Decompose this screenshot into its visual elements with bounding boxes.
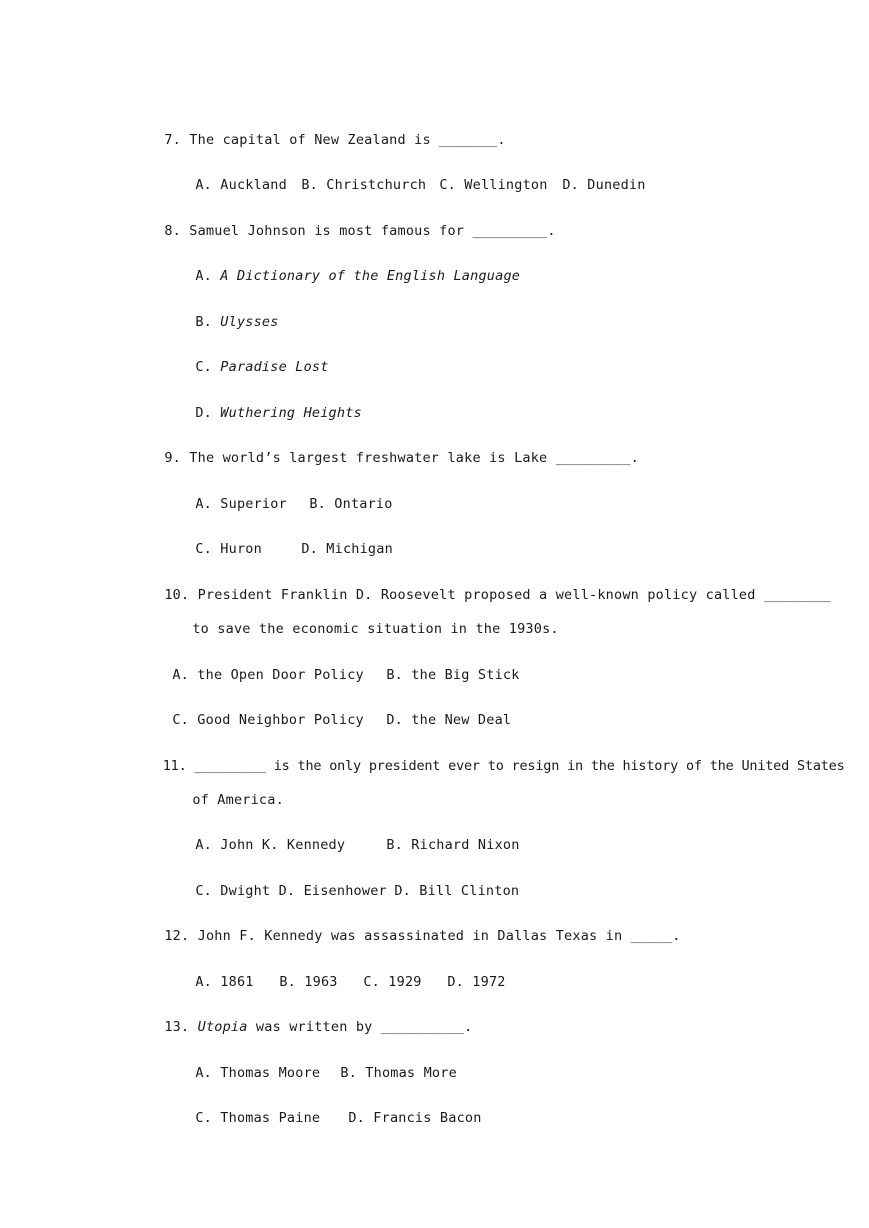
- option-a-label: A.: [172, 667, 189, 683]
- option-d-label: D.: [301, 541, 318, 557]
- book-title: Utopia: [197, 1019, 248, 1035]
- option-b-label: B.: [340, 1065, 357, 1081]
- question-number: 12.: [164, 928, 190, 944]
- option-c-label: C.: [195, 883, 212, 899]
- option-c-text: Good Neighbor Policy: [197, 712, 364, 728]
- option-c-text: 1929: [388, 974, 422, 990]
- option-c-label: C.: [439, 177, 456, 193]
- option-d-label: D.: [348, 1110, 365, 1126]
- option-a-text: A Dictionary of the English Language: [220, 268, 521, 284]
- question-13-option-d: [315, 1091, 482, 1145]
- question-number: 7.: [164, 132, 181, 148]
- option-b-label: B.: [279, 974, 296, 990]
- option-a-text: the Open Door Policy: [197, 667, 364, 683]
- question-number: 8.: [164, 223, 181, 239]
- option-a-label: A.: [195, 1065, 212, 1081]
- option-c-text: Thomas Paine: [220, 1110, 321, 1126]
- option-b-text: Ontario: [334, 496, 393, 512]
- question-text-continued: to save the economic situation in the 1930s.: [192, 621, 559, 637]
- question-number: 11.: [162, 758, 187, 774]
- answer-blank: _________: [194, 758, 266, 774]
- option-d-text: Francis Bacon: [373, 1110, 482, 1126]
- option-b-label: B.: [309, 496, 326, 512]
- option-a-text: Thomas Moore: [220, 1065, 321, 1081]
- option-d-label: D.: [195, 405, 212, 421]
- option-d-text: Michigan: [326, 541, 393, 557]
- option-a-text: Auckland: [220, 177, 287, 193]
- option-d-text: the New Deal: [411, 712, 512, 728]
- option-b-text: 1963: [304, 974, 338, 990]
- question-text: John F. Kennedy was assassinated in Dallas Texas in _____.: [197, 928, 681, 944]
- option-d-label: D.: [447, 974, 464, 990]
- question-text: The world’s largest freshwater lake is Lake _________.: [189, 450, 639, 466]
- option-b-text: Ulysses: [220, 314, 279, 330]
- option-d-label: D.: [394, 883, 411, 899]
- option-a-label: A.: [195, 837, 212, 853]
- option-b-text: Thomas More: [365, 1065, 457, 1081]
- option-a-label: A.: [195, 177, 212, 193]
- question-text: President Franklin D. Roosevelt proposed a well-known policy called ________: [197, 587, 831, 603]
- option-d-label: D.: [386, 712, 403, 728]
- question-text: The capital of New Zealand is _______.: [189, 132, 506, 148]
- question-text: was written by __________.: [247, 1019, 473, 1035]
- option-b-label: B.: [386, 667, 403, 683]
- option-b-label: B.: [386, 837, 403, 853]
- option-a-text: John K. Kennedy: [220, 837, 346, 853]
- option-b-label: B.: [301, 177, 318, 193]
- option-c-text: Dwight D. Eisenhower: [220, 883, 387, 899]
- option-d-text: Bill Clinton: [419, 883, 520, 899]
- option-c-label: C.: [195, 1110, 212, 1126]
- option-a-label: A.: [195, 496, 212, 512]
- option-c-text: Wellington: [464, 177, 548, 193]
- option-d-text: 1972: [472, 974, 506, 990]
- option-a-text: Superior: [220, 496, 287, 512]
- option-d-text: Wuthering Heights: [220, 405, 362, 421]
- question-13-option-c: [162, 1091, 320, 1145]
- question-text: Samuel Johnson is most famous for _________.: [189, 223, 556, 239]
- option-b-text: Richard Nixon: [411, 837, 520, 853]
- question-text-continued: of America.: [192, 792, 284, 808]
- option-a-text: 1861: [220, 974, 254, 990]
- option-c-label: C.: [172, 712, 189, 728]
- option-a-label: A.: [195, 974, 212, 990]
- option-d-text: Dunedin: [587, 177, 646, 193]
- option-a-label: A.: [195, 268, 212, 284]
- option-b-text: Christchurch: [326, 177, 427, 193]
- question-text: is the only president ever to resign in the history of the United States: [265, 758, 845, 774]
- option-c-label: C.: [363, 974, 380, 990]
- question-number: 9.: [164, 450, 181, 466]
- option-b-label: B.: [195, 314, 212, 330]
- option-c-label: C.: [195, 359, 212, 375]
- option-c-text: Huron: [220, 541, 262, 557]
- option-c-text: Paradise Lost: [220, 359, 329, 375]
- option-c-label: C.: [195, 541, 212, 557]
- question-number: 13.: [164, 1019, 190, 1035]
- question-number: 10.: [164, 587, 190, 603]
- option-d-label: D.: [562, 177, 579, 193]
- option-b-text: the Big Stick: [411, 667, 520, 683]
